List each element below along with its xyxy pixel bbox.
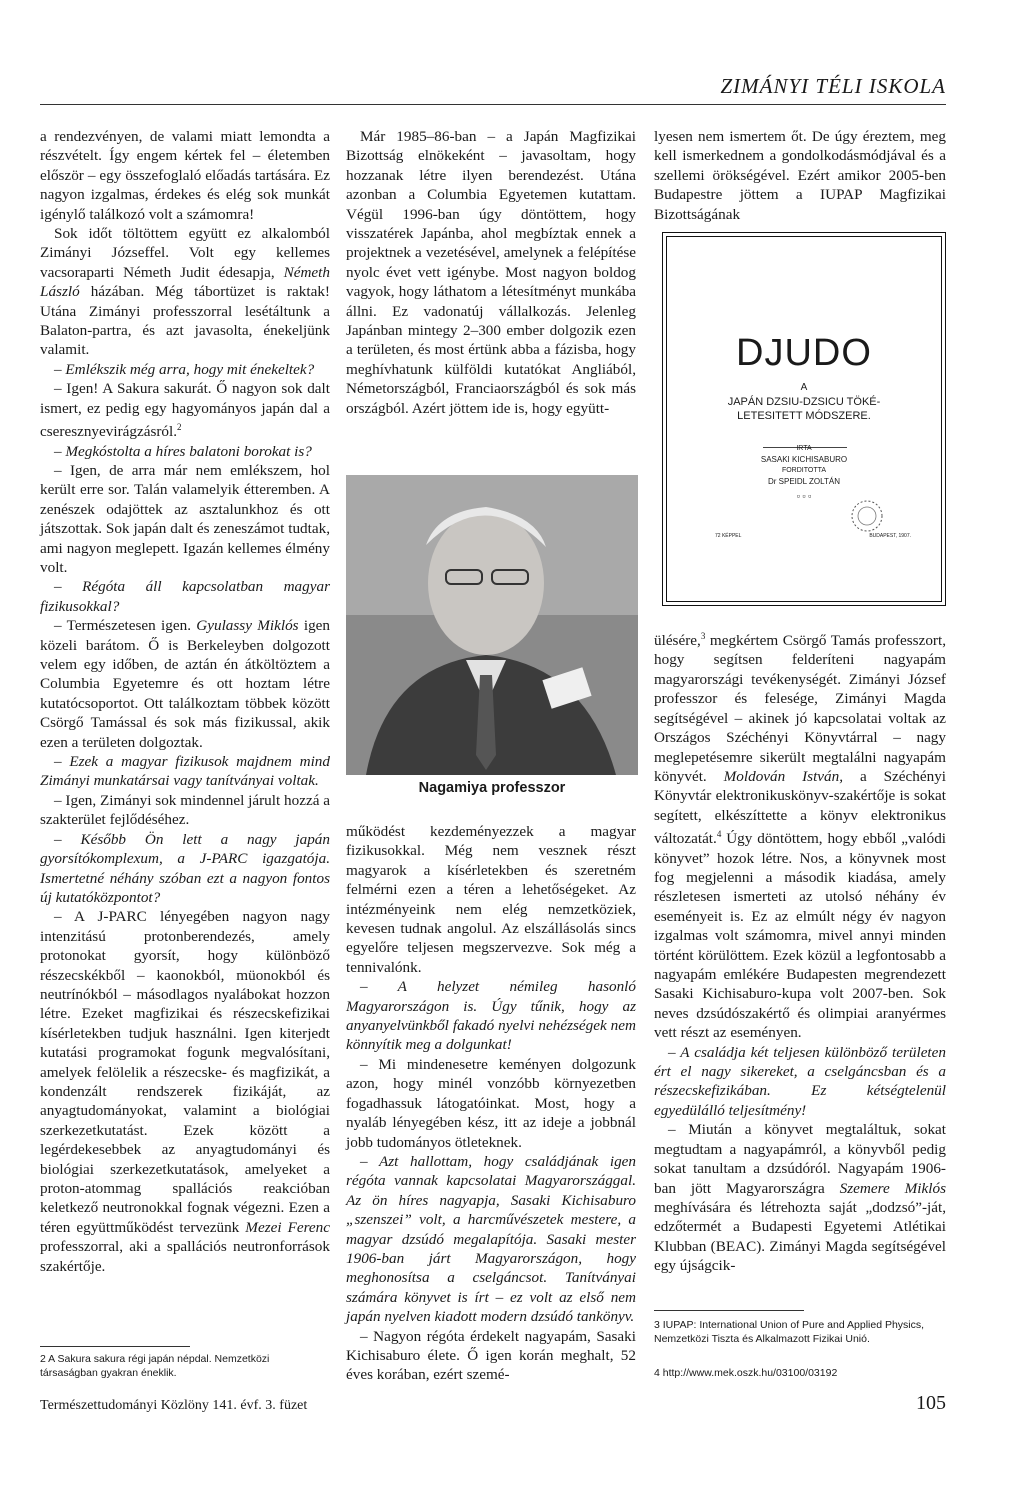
footnote-rule	[40, 1346, 190, 1347]
question: – Emlékszik még arra, hogy mit énekeltek?	[54, 360, 315, 378]
footnote-3: 3 IUPAP: International Union of Pure and Applied Physics, Nemzetközi Tiszta és Alkalmazott Fizikai Unió.	[654, 1319, 925, 1345]
answer: – Miután a könyvet megtaláltuk, sokat megtudtam a nagyapámról, a könyvből pedig sokat tanultam a dzsúdóról. Nagyapám 1906-ban jött Magyarországra Szemere Miklós meghívására és létrehozta saját „dodzsó”-ját, edzőtermét a Budapesti Egyetemi Atlétikai Klubban (BEAC). Zimányi Magda segítségével egy újságcik-	[654, 1121, 946, 1275]
book-ornament: ▫ ▫ ▫	[796, 491, 812, 501]
book-place-year: BUDAPEST, 1907.	[869, 533, 911, 539]
question: – Később Ön lett a nagy japán gyorsítókomplexum, a J-PARC igazgatója. Ismertetné néhány szóban ezt a nagyon fontos új kutatóközpontot?	[40, 830, 330, 906]
paragraph: Már 1985–86-ban – a Japán Magfizikai Bizottság elnökeként – javasoltam, hogy hozzanak létre ilyen berendezést. Utána azonban a Columbia Egyetemen kutattam. Végül 1996-ban úgy döntöttem, hogy visszatérek Japánba, ahol megbíztak ennek a projektnek a vezetésével, amelynek a felépítése nyolc évet vett igénybe. Most nagyon boldog vagyok, hogy láthatom a létesítményt munkába állni. Ez vadonatúj vállalkozás. Jelenleg Japánban mintegy 2–300 ember dolgozik ezen a területen, és most értünk abba a fázisba, hogy meghívhatunk külföldi kutatókat Angliából, Németországból, Franciaországból és sok más országból. Azért jöttem ide is, hogy együtt-	[346, 128, 636, 417]
portrait-photo	[346, 475, 638, 775]
book-subtitle: JAPÁN DZSIU-DZSICU TÖKÉ- LETESITETT MÓDSZERE.	[727, 396, 881, 422]
footnote-4: 4 http://www.mek.oszk.hu/03100/03192	[654, 1367, 838, 1379]
column-3-bottom	[654, 627, 946, 1276]
page-number: 105	[916, 1392, 946, 1414]
book-irta: IRTA	[796, 445, 812, 452]
question: – A helyzet némileg hasonló Magyarországon is. Úgy tűnik, hogy az anyanyelvünkből fakadó nyelvi nehézségek nem könnyítik meg a dolgunkat!	[346, 978, 636, 1054]
book-pictures: 72 KÉPPEL	[715, 533, 742, 539]
answer: – Mi mindenesetre keményen dolgozunk azon, hogy minél vonzóbb környezetben fogadhassuk látogatóinkat. Most, hogy a nyaláb lényegében kész, itt az ideje a jobbnál jobb tudományos ötleteknek.	[346, 1055, 636, 1151]
paragraph: Sok időt töltöttem együtt ez alkalomból Zimányi Józseffel. Volt egy kellemes vacsoraparti Németh Judit édesapja, Németh László házában. Még tábortüzet is raktak! Utána Zimányi professzorral lesétáltunk a Balaton-partra, és azt javasolta, énekeljünk valamit.	[40, 225, 330, 359]
journal-footer: Természettudományi Közlöny 141. évf. 3. füzet	[40, 1398, 308, 1413]
answer: – Igen, de arra már nem emlékszem, hol került erre sor. Talán valamelyik étteremben. A zenészek odajöttek az asztalunkhoz és ott játszottak. Sok japán dalt és zeneszámot tudtak, ami nagyon meglepett. Igazán kellemes élmény volt.	[40, 461, 330, 576]
question: – A családja két teljesen különböző területen ért el nagy sikereket, a cselgáncsban és a részecskefizikában. Ez kétségtelenül egyedülálló teljesítmény!	[654, 1043, 946, 1119]
book-title: DJUDO	[736, 332, 872, 374]
answer: – A J-PARC lényegében nagyon nagy intenzitású protonberendezés, amely protonokat gyorsít, hogy különböző részecskékből – kaonokból, müonokból és neutrínókból – másodlagos nyalábokat hozzon létre. Ezeket magfizikai és részecskefizikai kísérletekben tudjuk használni. Igen kiterjedt kutatási programokat fogunk megvalósítani, amelyek felölelik a részecske- és magfizikát, a kondenzált rendszerek fizikáját, az anyagtudományokat, valamint a biológiai szerkezetkutatást. Ezek között a legérdekesebbek az anyagtudományi és biológiai szerkezetkutatások, amelyeket a proton-atommag spallációs reakcióban keletkező neutronokkal fognak végezni. Ezen a téren együttműködést tervezünk Mezei Ferenc professzorral, aki a spallációs neutronforrások szakértője.	[40, 908, 331, 1275]
question: – Megkóstolta a híres balatoni borokat is?	[54, 442, 312, 460]
answer: – Igen! A Sakura sakurát. Ő nagyon sok dalt ismert, ez pedig egy hagyományos japán dal a cseresznyevirágzásról.$^2$	[40, 380, 330, 441]
column-1	[40, 127, 330, 1276]
book-cover-image	[662, 232, 946, 606]
column-2-bottom	[346, 822, 636, 1385]
answer: – Természetesen igen. Gyulassy Miklós igen közeli barátom. Ő is Berkeleyben dolgozott velem egy időben, de aztán én átköltöztem a Columbia Egyetemre és ott hoztam létre kutatócsoportot. Ott találkoztam többek között Csörgő Tamással és sok más fizikussal, akik ezen a területen dolgoztak.	[40, 617, 331, 751]
book-translator: Dr SPEIDL ZOLTÁN	[767, 477, 840, 486]
paragraph: működést kezdeményezzek a magyar fizikusokkal. Még nem vesznek részt magyarok a kísérletekben és szeretném felmérni ezen a téren a lehetőségeket. Az intézményeink nem elég nemzetköziek, kevesen tudnak angolul. Az elszállásolás sincs egyelőre teljesen megszervezve. Sok még a tennivalónk.	[346, 823, 636, 976]
question: – Ezek a magyar fizikusok majdnem mind Zimányi munkatársai vagy tanítványai voltak.	[40, 753, 330, 790]
book-cover-border	[666, 236, 942, 602]
book-author: SASAKI KICHISABURO	[760, 455, 848, 464]
running-header: ZIMÁNYI TÉLI ISKOLA	[720, 74, 946, 98]
book-forditotta: FORDITOTTA	[781, 467, 827, 474]
answer: – Nagyon régóta érdekelt nagyapám, Sasaki Kichisaburo élete. Ő igen korán meghalt, 52 éves korában, ezért szemé-	[346, 1327, 636, 1384]
column-2-top	[346, 127, 636, 418]
header-rule	[40, 104, 946, 105]
paragraph: a rendezvényen, de valami miatt lemondta a részvételt. Így engem kértek fel – életemben először – egy összefoglaló előadás tartására. Ez nagyon izgalmas, érdekes és elég sok munkát igénylő találkozó volt a számomra!	[40, 128, 330, 223]
paragraph: lyesen nem ismertem őt. De úgy éreztem, meg kell ismerkednem a gondolkodásmódjával és a szellemi örökségével. Ezért amikor 2005-ben Budapestre jöttem a IUPAP Magfizikai Bizottságának	[654, 128, 946, 223]
paragraph: ülésére,$^3$ megkértem Csörgő Tamás professzort, hogy segítsen felderíteni nagyapám magyarországi tevékenységét. Zimányi József professzor és felesége, Zimányi Magda segítségével – akinek jó kapcsolatai voltak az Országos Széchényi Könyvtárral – nagy meglepetésemre sikerült megtalálni nagyapám könyvét. Moldován István, a Széchényi Könyvtár elektronikuskönyv-szakértője is sokat segített, elkészíttette a könyv elektronikus változatát.$^4$ Úgy döntöttem, hogy ebből „valódi könyvet” hozok létre. Nos, a könyvnek most fog megjelenni a második kiadása, amely részletesen ismerteti az utolsó néhány év eseményeit is. Ez az elmúlt négy év nagyon izgalmas volt számomra, mivel annyi minden történt körülöttem. Ezek közül a legfontosabb a nagyapám emlékére Budapesten megrendezett Sasaki Kichisaburo-kupa volt 2007-ben. Sok neves dzsúdószakértő és olimpiai aranyérmes vett részt az eseményen.	[654, 631, 947, 1042]
photo-caption: Nagamiya professzor	[418, 780, 566, 796]
footnote-2: 2 A Sakura sakura régi japán népdal. Nemzetközi társaságban gyakran éneklik.	[40, 1353, 270, 1379]
library-stamp-icon	[850, 499, 884, 533]
column-3-top	[654, 127, 946, 224]
question: – Azt hallottam, hogy családjának igen régóta vannak kapcsolatai Magyarországgal. Az ön híres nagyapja, Sasaki Kichisaburo „szenszei” volt, a harcművészetek mestere, a magyar dzsúdó megalapítója. Sasaki mester 1906-ban járt Magyarországon, hogy meghonosítsa a cselgáncsot. Tanítványai számára könyvet is írt – ez volt az első nem japán nyelven kiadott modern dzsúdó tankönyv.	[346, 1152, 636, 1326]
answer: – Igen, Zimányi sok mindennel járult hozzá a szakterület fejlődéséhez.	[40, 791, 330, 829]
footnote-rule	[654, 1310, 804, 1311]
question: – Régóta áll kapcsolatban magyar fizikusokkal?	[40, 578, 330, 615]
book-article: A	[800, 382, 808, 393]
